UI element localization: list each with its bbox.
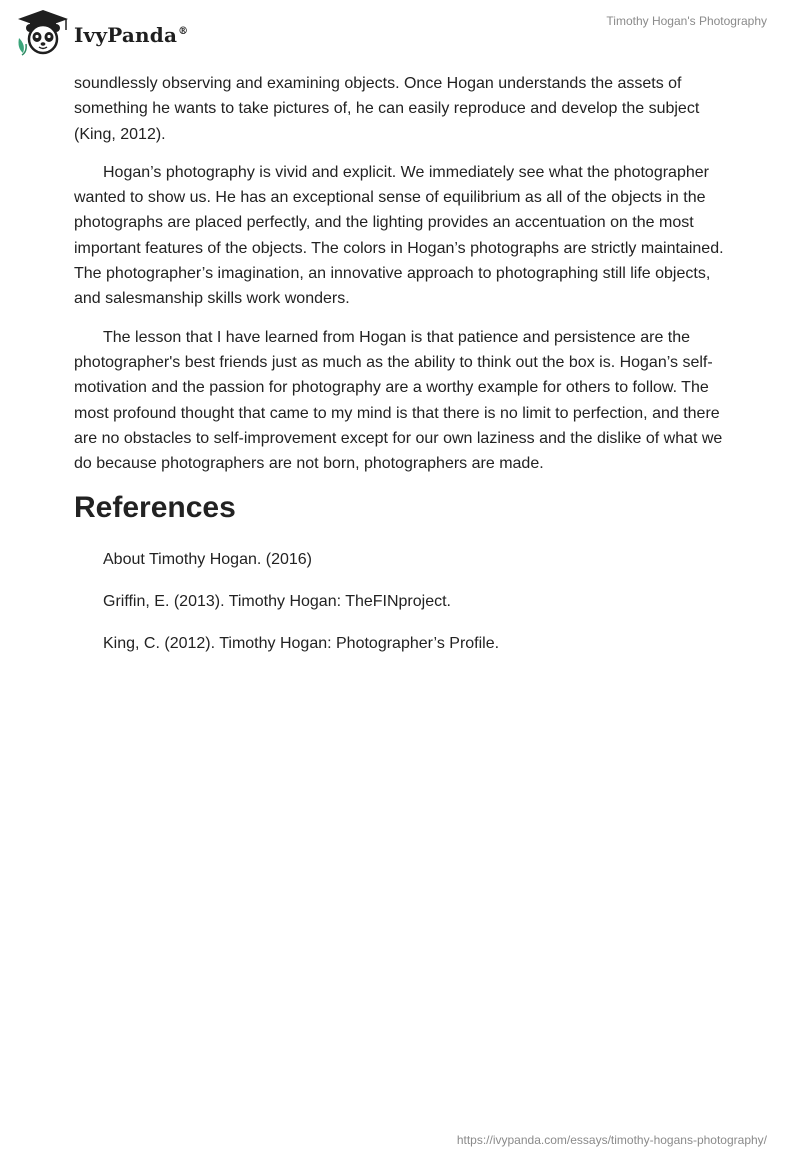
registered-mark: ® (178, 26, 189, 38)
body-paragraph: Hogan’s photography is vivid and explicit. We immediately see what the photographer wanted to show us. He has an exceptional sense of equilibrium as all of the objects in the photographs are placed perfectly, and the lighting provides an accentuation on the most important features of the objects. The colors in Hogan’s photographs are strictly maintained. The photographer’s imagination, an innovative approach to photographing still life objects, and salesmanship skills work wonders. (74, 163, 724, 308)
reference-item: King, C. (2012). Timothy Hogan: Photographer’s Profile. (103, 635, 500, 653)
page-header (0, 0, 800, 70)
reference-item: About Timothy Hogan. (2016) (103, 551, 313, 569)
essay-body (74, 71, 734, 674)
brand-logo[interactable] (16, 8, 188, 56)
source-url-link[interactable]: https://ivypanda.com/essays/timothy-hogans-photography/ (456, 1133, 767, 1147)
body-paragraph: soundlessly observing and examining objects. Once Hogan understands the assets of something he wants to take pictures of, he can easily reproduce and develop the subject (King, 2012). (74, 75, 700, 143)
document-title: Timothy Hogan's Photography (606, 14, 767, 28)
reference-item: Griffin, E. (2013). Timothy Hogan: TheFINproject. (103, 593, 451, 611)
panda-logo-icon (16, 8, 70, 56)
brand-name: IvyPanda® (74, 23, 189, 47)
references-heading: References (74, 491, 236, 525)
references-list (74, 548, 734, 656)
body-paragraph: The lesson that I have learned from Hogan is that patience and persistence are the photographer's best friends just as much as the ability to think out the box is. Hogan’s self-motivation and the passion for photography are a worthy example for others to follow. The most profound thought that came to my mind is that there is no limit to perfection, and there are no obstacles to self-improvement except for our own laziness and the dislike of what we do because photographers are not born, photographers are made. (74, 328, 723, 473)
